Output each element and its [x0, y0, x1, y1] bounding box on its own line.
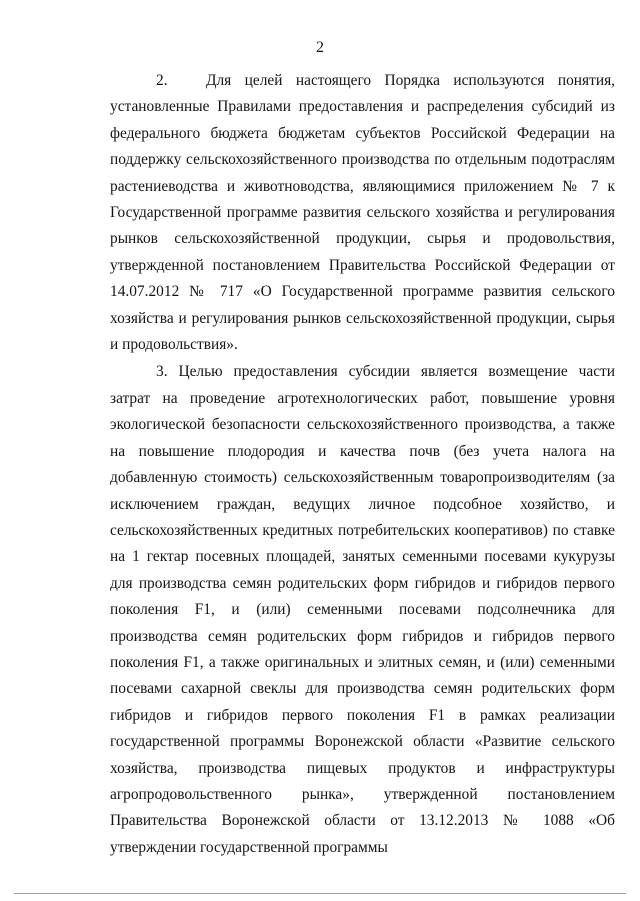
paragraph-item-2: [110, 68, 615, 358]
paragraph-item-number: 2.: [156, 72, 168, 89]
page-number: 2: [316, 39, 324, 56]
paragraph-text: Для целей настоящего Порядка используются понятия, установленные Правилами предоставления и распределения субсидий из федерального бюджета бюджетам субъектов Российской Федерации на поддержку сельскохозяйственного производства по отдельным подотраслям растениеводства и животноводства, являющимися приложением № 7 к Государственной программе развития сельского хозяйства и регулирования рынков сельскохозяйственной продукции, сырья и продовольствия, утвержденной постановлением Правительства Российской Федерации от 14.07.2012 № 717 «О Государственной программе развития сельского хозяйства и регулирования рынков сельскохозяйственной продукции, сырья и продовольствия».: [110, 72, 615, 354]
paragraph-item-3: [110, 359, 615, 861]
paragraph-text: 3. Целью предоставления субсидии является возмещение части затрат на проведение агротехнологических работ, повышение уровня экологической безопасности сельскохозяйственного производства, а также на повышение плодородия и качества почв (без учета налога на добавленную стоимость) сельскохозяйственным товаропроизводителям (за исключением граждан, ведущих личное подсобное хозяйство, и сельскохозяйственных кредитных потребительских кооперативов) по ставке на 1 гектар посевных площадей, занятых семенными посевами кукурузы для производства семян родительских форм гибридов и гибридов первого поколения F1, и (или) семенными посевами подсолнечника для производства семян родительских форм гибридов и гибридов первого поколения F1, а также оригинальных и элитных семян, и (или) семенными посевами сахарной свеклы для производства семян родительских форм гибридов и гибридов первого поколения F1 в рамках реализации государственной программы Воронежской области «Развитие сельского хозяйства, производства пищевых продуктов и инфраструктуры агропродовольственного рынка», утвержденной постановлением Правительства Воронежской области от 13.12.2013 № 1088 «Об утверждении государственной программы: [110, 363, 615, 856]
bottom-divider: [14, 893, 626, 894]
document-body: [110, 68, 615, 861]
